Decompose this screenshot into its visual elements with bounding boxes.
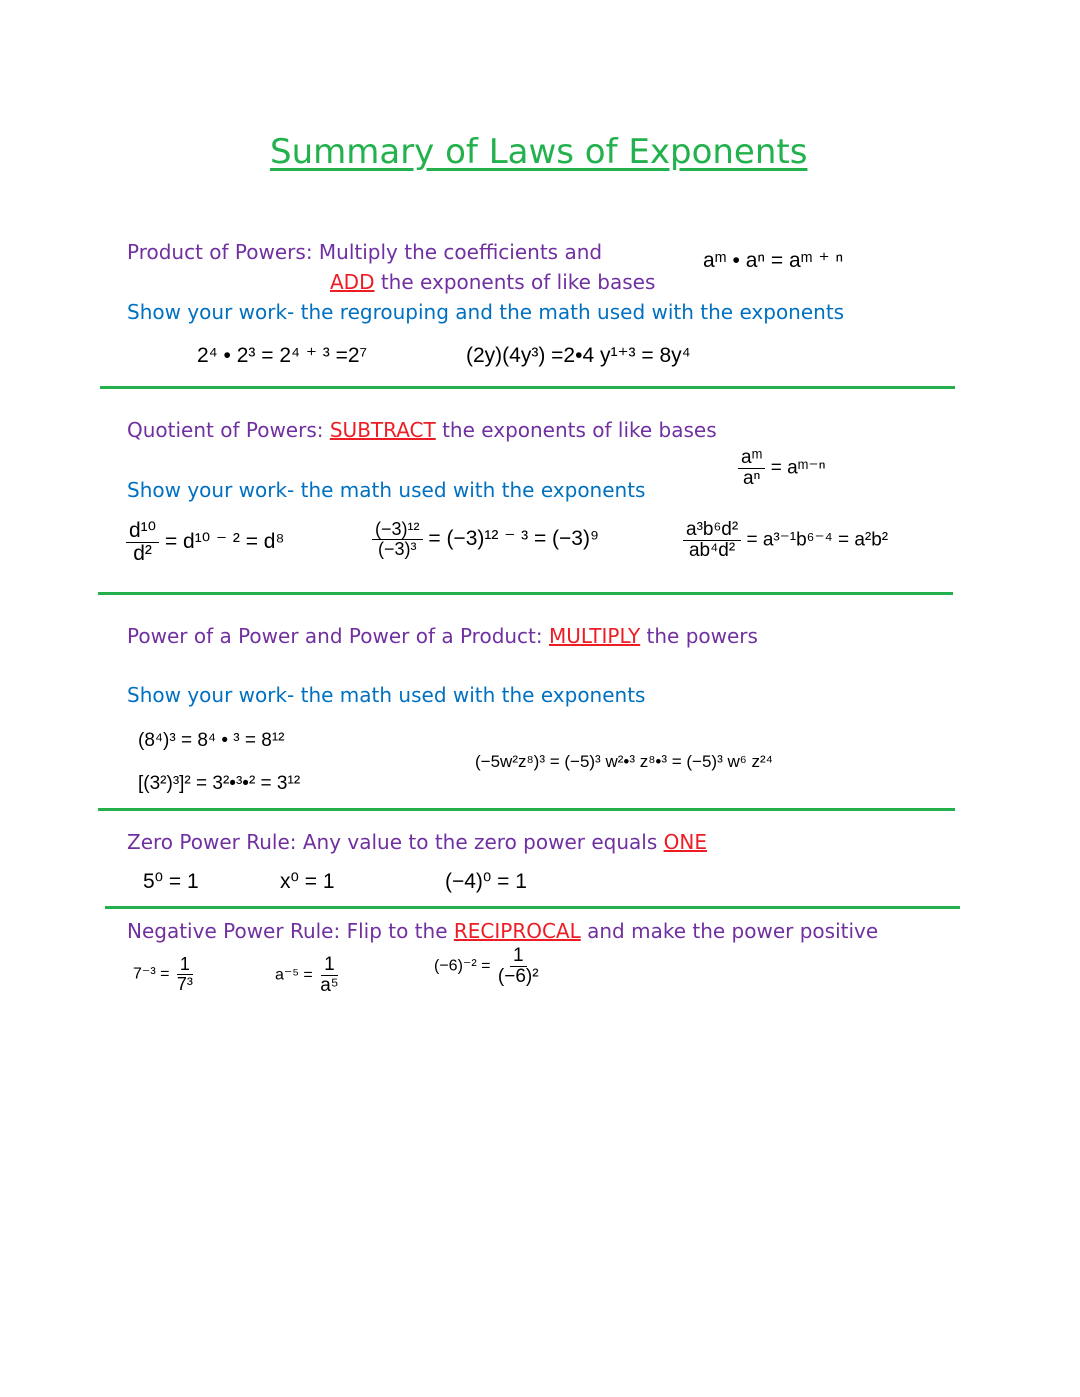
negative-ex3-left: (−6)⁻² = — [434, 957, 491, 975]
zero-example-1: 5⁰ = 1 — [143, 870, 199, 893]
reciprocal-keyword: RECIPROCAL — [453, 919, 581, 943]
power-example-2: [(3²)³]² = 3²•³•² = 3¹² — [138, 773, 301, 794]
negative-example-3 — [434, 946, 542, 987]
zero-example-2: x⁰ = 1 — [280, 870, 335, 893]
quotient-ex1-num: d¹⁰ — [126, 520, 159, 543]
one-keyword: ONE — [663, 830, 707, 854]
quotient-rule — [738, 448, 826, 489]
negative-heading: Negative Power Rule: — [127, 919, 341, 943]
product-show-work: Show your work- the regrouping and the math used with the exponents — [127, 300, 845, 324]
quotient-rule-num: aᵐ — [738, 448, 765, 469]
product-example-1: 2⁴ • 2³ = 2⁴ ⁺ ³ =2⁷ — [197, 344, 368, 367]
quotient-ex1-fraction — [126, 520, 159, 565]
power-show-work: Show your work- the math used with the exponents — [127, 683, 646, 707]
product-example-2: (2y)(4y³) =2•4 y¹⁺³ = 8y⁴ — [466, 344, 691, 367]
divider — [105, 906, 960, 909]
product-line2: the exponents of like bases — [380, 270, 656, 294]
negative-ex1-num: 1 — [177, 955, 193, 975]
quotient-ex2-num: (−3)¹² — [372, 520, 423, 540]
negative-ex2-den: a⁵ — [320, 974, 339, 996]
zero-heading-line — [127, 830, 707, 854]
quotient-ex1-den: d² — [133, 542, 152, 566]
quotient-ex3-result: = a³⁻¹b⁶⁻⁴ = a²b² — [746, 529, 889, 551]
quotient-heading-line — [127, 418, 717, 442]
quotient-ex3-num: a³b⁶d² — [683, 520, 741, 541]
power-rest: the powers — [646, 624, 758, 648]
quotient-rule-den: aⁿ — [742, 467, 761, 489]
product-rule: aᵐ • aⁿ = aᵐ ⁺ ⁿ — [703, 249, 844, 272]
negative-ex1-left: 7⁻³ = — [133, 965, 170, 983]
product-line2-wrap — [330, 270, 655, 294]
negative-rest2: and make the power positive — [587, 919, 879, 943]
quotient-rule-fraction — [738, 448, 765, 489]
negative-example-1 — [133, 955, 196, 994]
page-title: Summary of Laws of Exponents — [270, 132, 808, 172]
multiply-keyword: MULTIPLY — [549, 624, 641, 648]
negative-ex2-num: 1 — [321, 955, 338, 976]
negative-heading-line — [127, 919, 878, 943]
zero-rest: Any value to the zero power equals — [302, 830, 658, 854]
divider — [98, 808, 955, 811]
quotient-ex1-result: = d¹⁰ ⁻ ² = d⁸ — [164, 530, 285, 554]
quotient-rest: the exponents of like bases — [442, 418, 717, 442]
power-heading-line — [127, 624, 758, 648]
negative-example-2 — [275, 955, 342, 996]
quotient-ex3-fraction — [683, 520, 741, 561]
subtract-keyword: SUBTRACT — [329, 418, 436, 442]
power-heading: Power of a Power and Power of a Product: — [127, 624, 543, 648]
negative-ex1-fraction — [174, 955, 196, 994]
negative-rest1: Flip to the — [346, 919, 448, 943]
product-line1: Multiply the coefficients and — [318, 240, 603, 264]
add-keyword: ADD — [330, 270, 375, 294]
negative-ex3-den: (−6)² — [497, 965, 539, 987]
negative-ex3-fraction — [495, 946, 542, 987]
quotient-ex2-den: (−3)³ — [377, 538, 417, 559]
negative-ex2-left: a⁻⁵ = — [275, 966, 313, 984]
zero-heading: Zero Power Rule: — [127, 830, 297, 854]
quotient-show-work: Show your work- the math used with the exponents — [127, 478, 646, 502]
quotient-heading: Quotient of Powers: — [127, 418, 324, 442]
quotient-ex2-fraction — [372, 520, 423, 559]
divider — [100, 386, 955, 389]
quotient-example-1 — [126, 520, 284, 565]
quotient-ex2-result: = (−3)¹² ⁻ ³ = (−3)⁹ — [428, 526, 599, 550]
product-heading: Product of Powers: — [127, 240, 313, 264]
quotient-example-2 — [372, 520, 599, 559]
product-heading-line — [127, 240, 602, 264]
divider — [98, 592, 953, 595]
quotient-rule-result: = aᵐ⁻ⁿ — [770, 457, 826, 479]
zero-example-3: (−4)⁰ = 1 — [445, 870, 527, 893]
negative-ex2-fraction — [317, 955, 341, 996]
negative-ex1-den: 7³ — [176, 973, 193, 994]
power-example-1: (8⁴)³ = 8⁴ • ³ = 8¹² — [138, 730, 285, 751]
quotient-ex3-den: ab⁴d² — [688, 539, 736, 561]
negative-ex3-num: 1 — [510, 946, 527, 967]
power-example-3: (−5w²z⁸)³ = (−5)³ w²•³ z⁸•³ = (−5)³ w⁶ z²⁴ — [475, 752, 773, 771]
quotient-example-3 — [683, 520, 888, 561]
